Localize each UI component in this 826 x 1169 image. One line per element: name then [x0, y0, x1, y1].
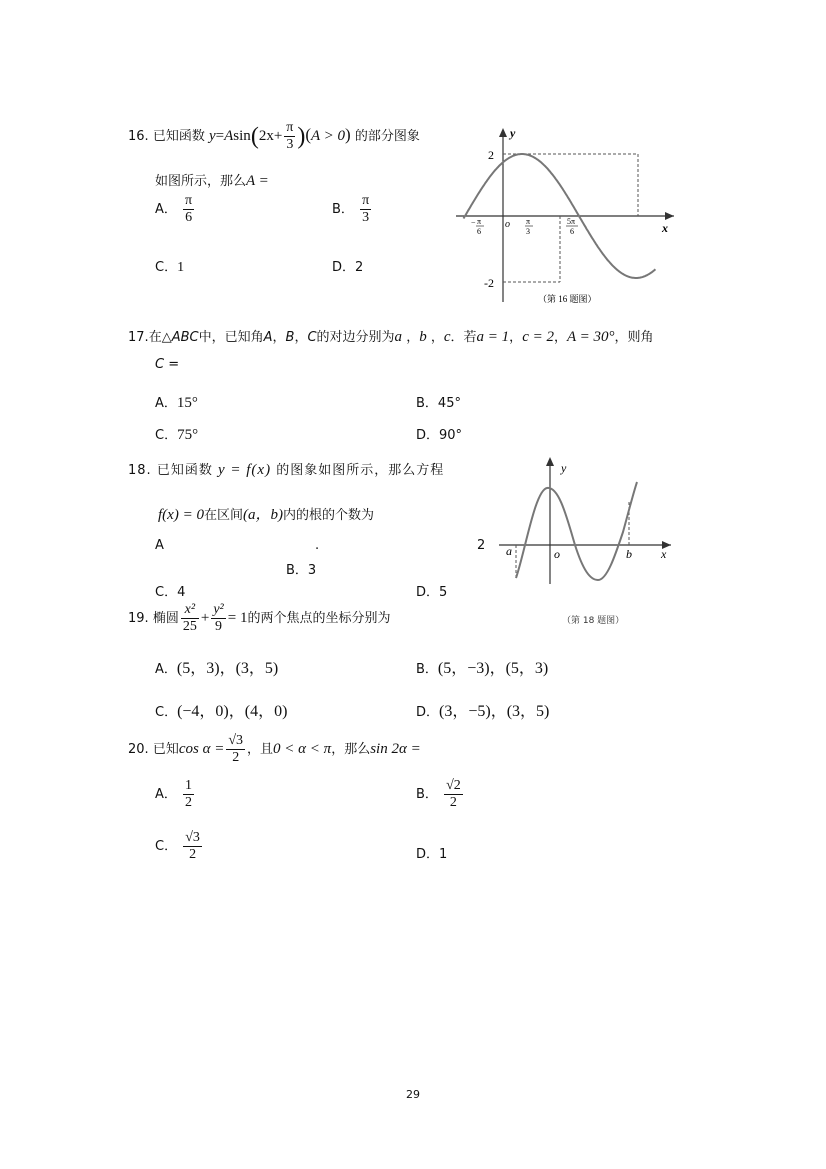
function-curve — [516, 482, 637, 580]
a-label: a — [506, 544, 512, 558]
q18-stem-line2: f(x) = 0在区间(a，b)内的根的个数为 — [158, 507, 374, 523]
x-axis-label: x — [661, 547, 667, 561]
tick-neg-pi-6 — [471, 217, 484, 236]
q20-option-d[interactable]: D．1 — [416, 847, 448, 862]
tick-pi-3 — [525, 217, 533, 236]
q18-dot: . — [315, 538, 320, 553]
q18-option-c[interactable]: C．4 — [155, 585, 186, 600]
q16-option-c[interactable]: C．1 — [155, 260, 185, 275]
y-axis-arrow — [499, 128, 507, 137]
page-number: 29 — [406, 1088, 420, 1101]
y-axis-label: y — [510, 126, 516, 140]
q19-option-d[interactable]: D．(3，−5)，(3，5) — [416, 703, 550, 720]
origin-label: o — [505, 219, 510, 230]
q18-stray-number: 2 — [477, 538, 486, 553]
q18-option-d[interactable]: D．5 — [416, 585, 448, 600]
q16-option-a[interactable]: A． $\frac{\pi}{6}$ — [155, 193, 193, 225]
q20-option-b[interactable]: B． $\frac{√2}{2}$ — [416, 778, 461, 810]
q18-caption: （第 18 题图） — [562, 616, 625, 626]
svg-text:6: 6 — [570, 227, 574, 236]
q16-stem-line2: 如图所示，那么A = — [155, 173, 269, 189]
q17-stem-line2: C = — [155, 357, 180, 372]
q16-option-b[interactable]: B． $\frac{\pi}{3}$ — [332, 193, 370, 225]
x-axis-arrow — [665, 212, 674, 220]
y-axis-arrow — [546, 457, 554, 466]
q19-option-c[interactable]: C．(−4，0)，(4，0) — [155, 703, 288, 720]
q18-stem: 18. 已知函数 y = f(x) 的图象如图所示，那么方程 — [128, 462, 445, 478]
x-axis-label: x — [662, 221, 668, 235]
svg-text:5π: 5π — [567, 217, 576, 226]
q20-option-a[interactable]: A． $\frac{1}{2}$ — [155, 778, 193, 810]
y-min-label: -2 — [484, 276, 494, 290]
q20-option-c[interactable]: C． $\frac{√3}{2}$ — [155, 830, 200, 862]
q19-option-a[interactable]: A．(5，3)，(3，5) — [155, 660, 279, 677]
y-axis-label: y — [561, 461, 567, 475]
origin-label: o — [554, 547, 560, 561]
svg-text:3: 3 — [526, 227, 530, 236]
q18-option-a[interactable]: A — [155, 538, 164, 553]
q17-option-d[interactable]: D．90° — [416, 428, 463, 443]
q18-function-graph — [495, 452, 680, 587]
q17-stem: 17.在△ABC中，已知角A，B，C的对边分别为a ，b ，c．若a = 1，c = 2，A = 30°，则角 — [128, 329, 654, 345]
q16-caption: （第 16 题图） — [538, 294, 597, 304]
q19-option-b[interactable]: B．(5，−3)，(5，3) — [416, 660, 549, 677]
b-label: b — [626, 547, 632, 561]
q17-option-c[interactable]: C．75° — [155, 427, 199, 443]
q16-sine-graph — [450, 122, 680, 308]
q17-option-a[interactable]: A．15° — [155, 395, 198, 411]
q18-option-b[interactable]: B．3 — [286, 563, 317, 578]
q16-option-d[interactable]: D．2 — [332, 260, 364, 275]
q17-option-b[interactable]: B．45° — [416, 396, 461, 411]
tick-5pi-6 — [566, 217, 578, 236]
q20-stem: 20. 已知cos α = $\frac{√3}{2}$ ，且0 < α < π，那么sin 2α = — [128, 733, 421, 765]
q16-stem: 16. 已知函数 y=Asin(2x+ $\frac{\pi}{3}$ )(A > 0) 的部分图象 — [128, 120, 420, 152]
q19-stem: 19. 椭圆 $\frac{\text{x²}}{25}$ + $\frac{\text{y²}}{9}$ = 1的两个焦点的坐标分别为 — [128, 602, 391, 634]
svg-text:π: π — [526, 217, 531, 226]
svg-text:−: − — [471, 218, 476, 227]
svg-text:π: π — [477, 217, 482, 226]
svg-text:6: 6 — [477, 227, 481, 236]
y-max-label: 2 — [488, 148, 494, 162]
